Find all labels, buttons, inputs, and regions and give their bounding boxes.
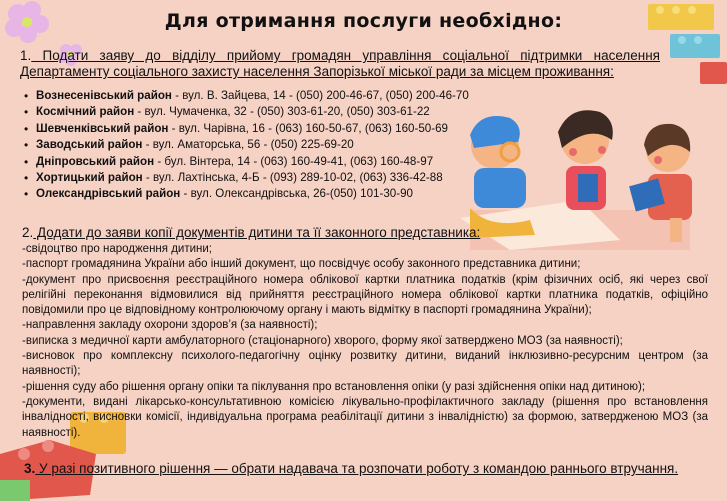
document-item: -свідоцтво про народження дитини; <box>22 243 212 255</box>
district-name: Хортицький район <box>36 171 143 185</box>
district-details: - вул. Олександрівська, 26-(050) 101-30-90 <box>180 187 413 201</box>
district-item <box>36 137 506 153</box>
district-details: - бул. Вінтера, 14 - (063) 160-49-41, (063) 160-48-97 <box>154 154 434 168</box>
district-name: Вознесенівський район <box>36 89 172 102</box>
document-item: -направлення закладу охорони здоров’я (за наявності); <box>22 319 318 332</box>
section1-heading <box>20 48 660 80</box>
section2-heading <box>22 225 480 241</box>
page-title: Для отримання послуги необхідно: <box>164 10 563 32</box>
section2-number: 2. <box>22 225 34 240</box>
section2-heading-text: Додати до заяви копії документів дитини та її законного представника: <box>33 225 481 240</box>
district-name: Дніпровський район <box>36 154 155 168</box>
district-details: - вул. Аматорська, 56 - (050) 225-69-20 <box>142 138 354 152</box>
district-name: Заводський район <box>36 138 143 152</box>
document-item: -документи, видані лікарсько-консультативною комісією лікувально-профілактичного закладу (рішення про встановлення інвалідності, висновки комісії, індивідуальна програма реабілітації дитини з інвалідністю) за формою, затвердженою МОЗ (за наявності). <box>22 395 708 439</box>
district-name: Олександрівський район <box>36 187 181 201</box>
district-item <box>36 104 506 120</box>
district-item <box>36 170 506 186</box>
section3-text: У разі позитивного рішення — обрати надавача та розпочати роботу з командою раннього втручання. <box>35 461 679 476</box>
document-item: -документ про присвоєння реєстраційного номера облікової картки платника податків (крім фізичних осіб, які через свої релігійні переконання відмовилися від прийняття реєстраційного номера облікової картки платника податків, офіційно повідомили про це відповідному контролюючому органу і мають відмітку в паспорті громадянина України); <box>22 273 708 317</box>
district-item <box>36 121 506 137</box>
document-item: -паспорт громадянина України або інший документ, що посвідчує особу законного представника дитини; <box>22 258 581 271</box>
district-details: - вул. Чарівна, 16 - (063) 160-50-67, (063) 160-50-69 <box>168 121 448 135</box>
section1-heading-text: Подати заяву до відділу прийому громадян управління соціальної підтримки населення Департаменту соціального захисту населення Запорізької міської ради за місцем проживання: <box>20 48 660 79</box>
document-item: -рішення суду або рішення органу опіки та піклування про встановлення опіки (у разі здійснення опіки над дитиною); <box>22 380 646 393</box>
district-details: - вул. В. Зайцева, 14 - (050) 200-46-67, (050) 200-46-70 <box>171 89 469 102</box>
section3 <box>24 460 704 477</box>
district-list <box>22 88 506 203</box>
document-item: -висновок про комплексну психолого-педагогічну оцінку розвитку дитини, виданий інклюзивно-ресурсним центром (за наявності); <box>22 350 708 378</box>
district-item <box>36 88 506 104</box>
section3-number: 3. <box>24 461 36 476</box>
document-item: -виписка з медичної карти амбулаторного (стаціонарного) хворого, форму якої затверджено МОЗ (за наявності); <box>22 334 623 347</box>
documents-list <box>22 242 708 441</box>
district-details: - вул. Чумаченка, 32 - (050) 303-61-20, (050) 303-61-22 <box>134 105 430 119</box>
district-item <box>36 186 506 202</box>
district-details: - вул. Лахтінська, 4-Б - (093) 289-10-02, (063) 336-42-88 <box>142 171 443 185</box>
section1-number: 1. <box>20 48 32 63</box>
district-item <box>36 154 506 170</box>
district-name: Космічний район <box>36 105 135 119</box>
district-name: Шевченківський район <box>36 121 169 135</box>
